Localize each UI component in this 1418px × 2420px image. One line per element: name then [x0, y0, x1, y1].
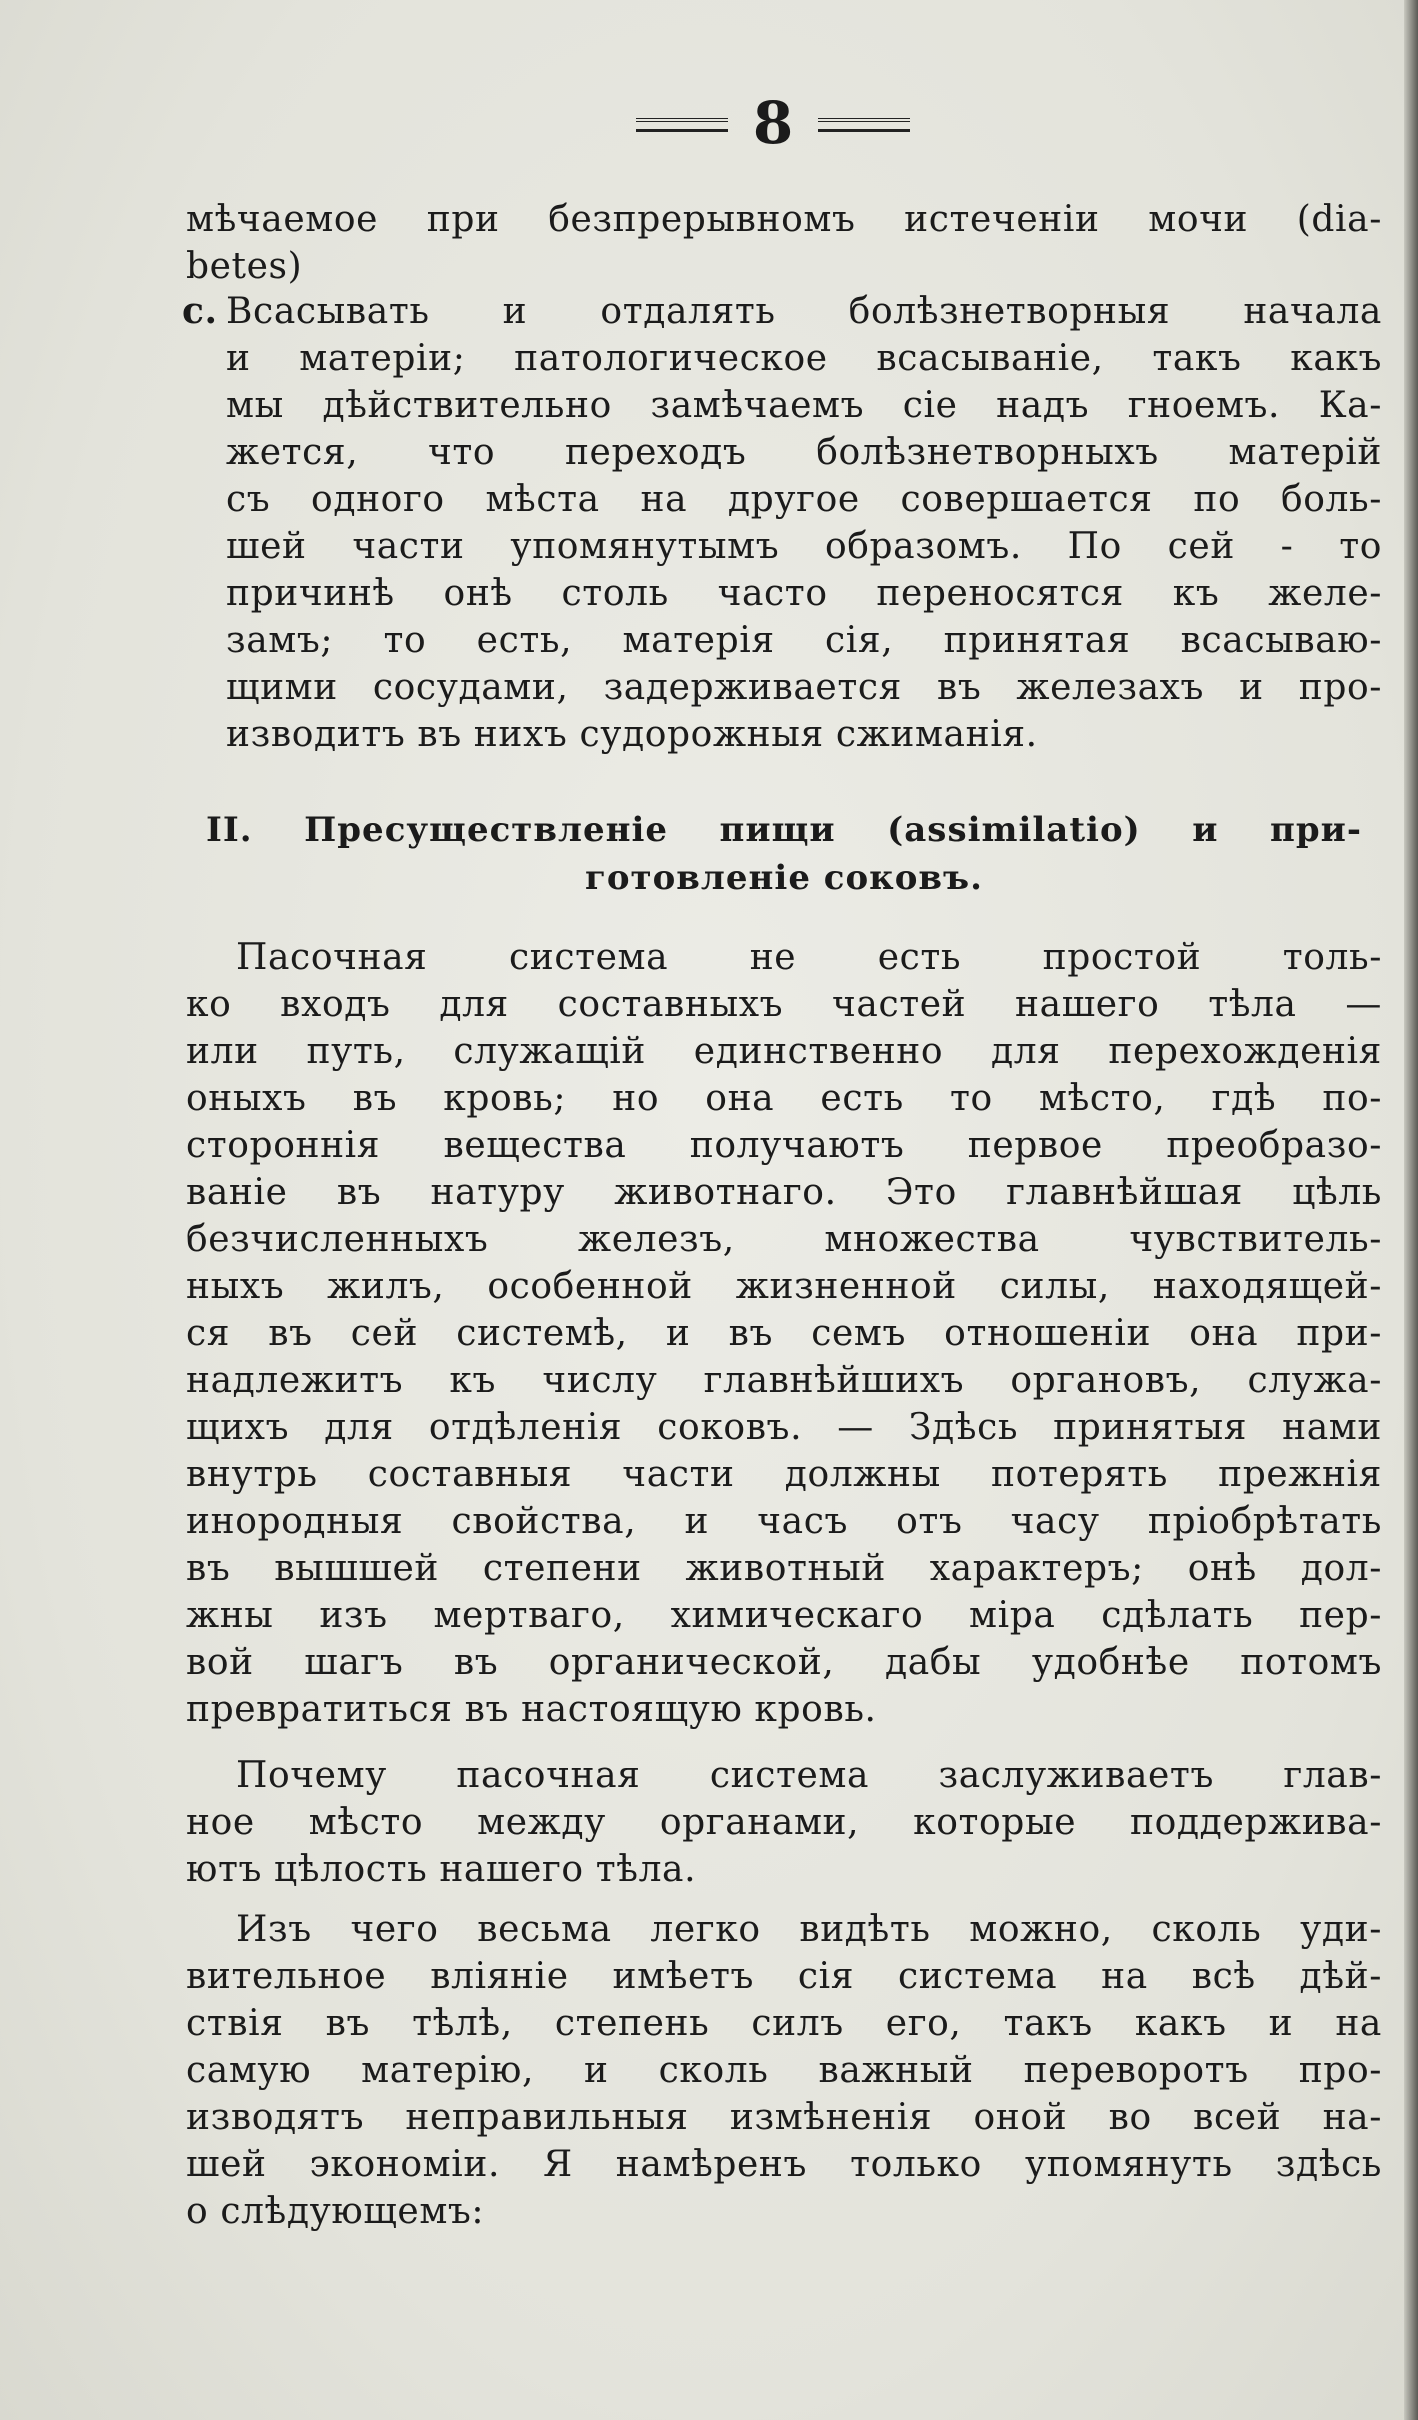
text-line: жется, что переходъ болѣзнетворныхъ матерій [226, 432, 1382, 473]
text-line: изводитъ въ нихъ судорожныя сжиманія. [226, 714, 1038, 755]
text-line: или путь, служащій единственно для перехожденія [186, 1031, 1382, 1072]
text-line: щихъ для отдѣленія соковъ. — Здѣсь принятыя нами [186, 1407, 1382, 1448]
text-line: Всасывать и отдалять болѣзнетворныя начала [226, 291, 1382, 332]
text-line: ко входъ для составныхъ частей нашего тѣла — [186, 984, 1382, 1025]
text-line: инородныя свойства, и часъ отъ часу пріобрѣтать [186, 1501, 1382, 1542]
text-line: въ вышшей степени животный характеръ; онѣ дол- [186, 1548, 1382, 1589]
text-line: ся въ сей системѣ, и въ семъ отношеніи она при- [186, 1313, 1382, 1354]
text-line: съ одного мѣста на другое совершается по боль- [226, 479, 1382, 520]
section-heading-line: готовленіе соковъ. [585, 858, 983, 898]
text-line: betes) [186, 246, 303, 287]
text-line: о слѣдующемъ: [186, 2191, 485, 2232]
text-line: ное мѣсто между органами, которые поддержива- [186, 1802, 1382, 1843]
text-line: внутрь составныя части должны потерять прежнія [186, 1454, 1382, 1495]
text-line: Почему пасочная система заслуживаетъ глав- [236, 1755, 1382, 1796]
text-line: ютъ цѣлость нашего тѣла. [186, 1849, 697, 1890]
section-heading [206, 806, 1362, 902]
header-rule-right [818, 118, 910, 132]
section-heading-line: II. Пресуществленіе пищи (assimilatio) и при- [206, 810, 1362, 850]
list-item-c [182, 288, 1382, 758]
text-line: щими сосудами, задерживается въ железахъ и про- [226, 667, 1382, 708]
text-line: ваніе въ натуру животнаго. Это главнѣйшая цѣль [186, 1172, 1382, 1213]
text-line: изводятъ неправильныя измѣненія оной во всей на- [186, 2097, 1382, 2138]
text-line: самую матерію, и сколь важный переворотъ про- [186, 2050, 1382, 2091]
page-edge-shadow [1404, 0, 1418, 2420]
text-line: надлежитъ къ числу главнѣйшихъ органовъ, служа- [186, 1360, 1382, 1401]
text-line: шей части упомянутымъ образомъ. По сей - то [226, 526, 1382, 567]
paragraph-1 [186, 934, 1382, 1733]
text-line: замъ; то есть, матерія сія, принятая всасываю- [226, 620, 1382, 661]
paragraph-3 [186, 1906, 1382, 2235]
text-line: вой шагъ въ органической, дабы удобнѣе потомъ [186, 1642, 1382, 1683]
list-marker: c. [182, 290, 218, 332]
text-line: жны изъ мертваго, химическаго міра сдѣлать пер- [186, 1595, 1382, 1636]
text-line: превратиться въ настоящую кровь. [186, 1689, 877, 1730]
text-line: и матеріи; патологическое всасываніе, такъ какъ [226, 338, 1382, 379]
header-rule-left [636, 118, 728, 132]
text-line: Пасочная система не есть простой толь- [236, 937, 1382, 978]
paragraph-2 [186, 1752, 1382, 1893]
text-line: безчисленныхъ железъ, множества чувствитель- [186, 1219, 1382, 1260]
text-line: ныхъ жилъ, особенной жизненной силы, находящей- [186, 1266, 1382, 1307]
text-line: причинѣ онѣ столь часто переносятся къ желе- [226, 573, 1382, 614]
page-header [0, 88, 1404, 158]
text-line: ствія въ тѣлѣ, степень силъ его, такъ какъ и на [186, 2003, 1382, 2044]
text-line: стороннія вещества получаютъ первое преобразо- [186, 1125, 1382, 1166]
text-line: оныхъ въ кровь; но она есть то мѣсто, гдѣ по- [186, 1078, 1382, 1119]
page-number: 8 [752, 89, 794, 157]
text-line: вительное вліяніе имѣетъ сія система на всѣ дѣй- [186, 1956, 1382, 1997]
text-line: мы дѣйствительно замѣчаемъ сіе надъ гноемъ. Ка- [226, 385, 1382, 426]
text-line: мѣчаемое при безпрерывномъ истеченіи мочи (dia- [186, 199, 1382, 240]
text-line: Изъ чего весьма легко видѣть можно, сколь уди- [236, 1909, 1382, 1950]
continuation-text [186, 196, 1382, 290]
text-line: шей экономіи. Я намѣренъ только упомянуть здѣсь [186, 2144, 1382, 2185]
